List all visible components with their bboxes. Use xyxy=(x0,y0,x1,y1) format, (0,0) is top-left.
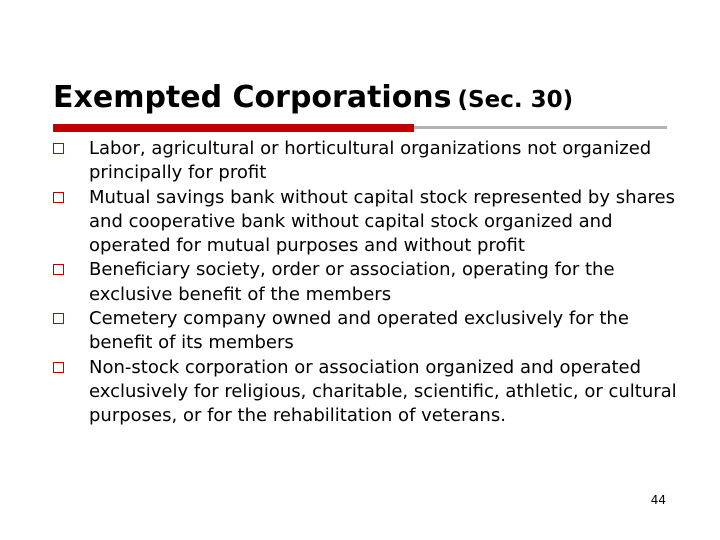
bullet-item-2 xyxy=(53,186,693,259)
bullet-item-4 xyxy=(53,307,693,356)
slide-title-section: (Sec. 30) xyxy=(457,87,574,113)
title-underline-accent xyxy=(53,124,414,132)
hollow-square-icon xyxy=(53,264,64,275)
hollow-square-icon xyxy=(53,192,64,203)
hollow-square-icon xyxy=(53,362,64,373)
bullet-text: Cemetery company owned and operated exclusively for the benefit of its members xyxy=(89,308,629,354)
bullet-text: Beneficiary society, order or association, operating for the exclusive benefit of the members xyxy=(89,259,615,305)
hollow-square-icon xyxy=(53,143,64,154)
slide-title xyxy=(53,78,573,120)
bullet-text: Mutual savings bank without capital stock represented by shares and cooperative bank without capital stock organized and operated for mutual purposes and without profit xyxy=(89,186,676,257)
bullet-item-1 xyxy=(53,137,693,186)
title-underline-gray xyxy=(414,126,667,129)
page-number: 44 xyxy=(650,493,666,507)
bullet-text: Non-stock corporation or association organized and operated exclusively for religious, charitable, scientific, athletic, or cultural purposes, or for the rehabilitation of veterans. xyxy=(89,356,677,427)
bullet-list xyxy=(53,137,693,429)
hollow-square-icon xyxy=(53,313,64,324)
bullet-item-5 xyxy=(53,356,693,429)
bullet-item-3 xyxy=(53,258,693,307)
bullet-text: Labor, agricultural or horticultural organizations not organized principally for profit xyxy=(89,138,652,184)
slide-title-main: Exempted Corporations xyxy=(53,80,452,115)
